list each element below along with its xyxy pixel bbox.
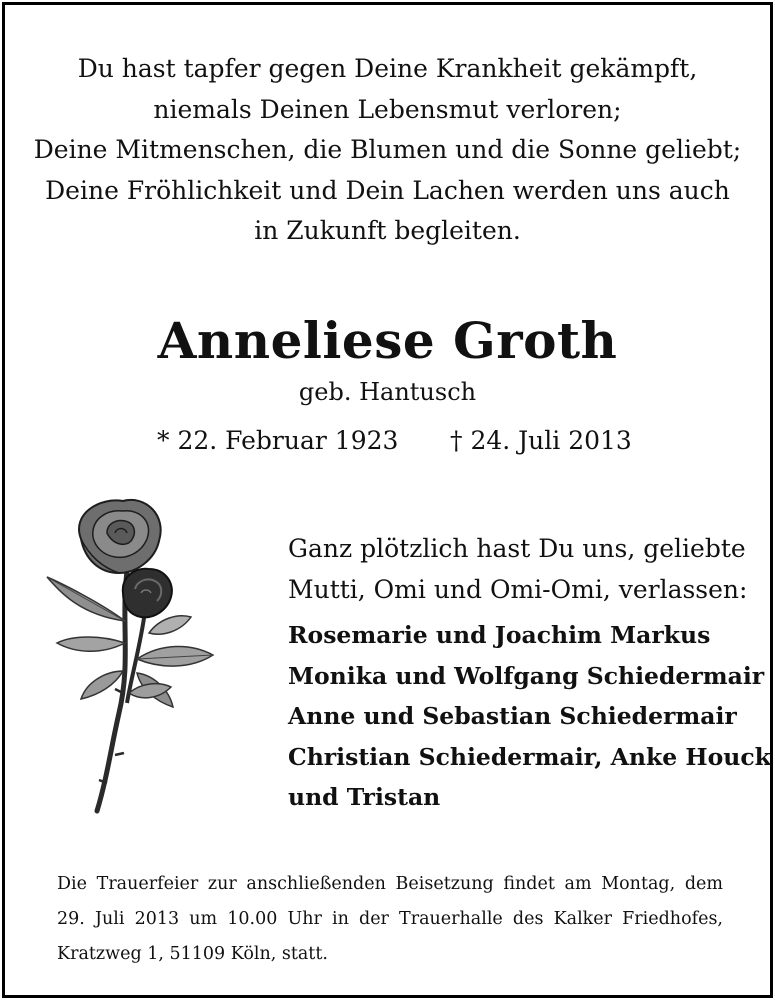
family-member: Rosemarie und Joachim Markus xyxy=(288,621,711,649)
birth-date: * 22. Februar 1923 xyxy=(157,426,399,455)
family-list xyxy=(288,615,771,818)
family-member: und Tristan xyxy=(288,783,441,811)
poem-line: Deine Fröhlichkeit und Dein Lachen werden uns auch xyxy=(45,175,730,205)
poem-line: niemals Deinen Lebensmut verloren; xyxy=(153,94,622,124)
obituary-card xyxy=(2,2,773,998)
deceased-name: Anneliese Groth xyxy=(157,311,618,370)
family-member: Monika und Wolfgang Schiedermair xyxy=(288,661,765,690)
family-member: Anne und Sebastian Schiedermair xyxy=(288,702,737,730)
rose-icon xyxy=(41,493,221,823)
family-member: Christian Schiedermair, Anke Houck xyxy=(288,742,771,771)
poem-line: in Zukunft begleiten. xyxy=(254,216,521,245)
funeral-notice: Die Trauerfeier zur anschließenden Beisetzung findet am Montag, dem 29. Juli 2013 um 10.00 Uhr in der Trauerhalle des Kalker Friedhofes, Kratzweg 1, 51109 Köln, statt. xyxy=(57,874,723,964)
leaf-left-icon xyxy=(47,577,125,699)
intro-line: Mutti, Omi und Omi-Omi, verlassen: xyxy=(288,575,748,604)
large-rose-bloom-icon xyxy=(79,500,161,573)
poem-line: Deine Mitmenschen, die Blumen und die Sonne geliebt; xyxy=(33,135,742,164)
intro-line: Ganz plötzlich hast Du uns, geliebte xyxy=(288,534,746,563)
memorial-poem xyxy=(5,49,770,252)
death-date: † 24. Juli 2013 xyxy=(450,426,632,455)
poem-line: Du hast tapfer gegen Deine Krankheit gekämpft, xyxy=(77,54,698,83)
small-rose-bloom-icon xyxy=(123,569,172,618)
maiden-name: geb. Hantusch xyxy=(298,378,477,406)
intro-text xyxy=(288,528,747,610)
